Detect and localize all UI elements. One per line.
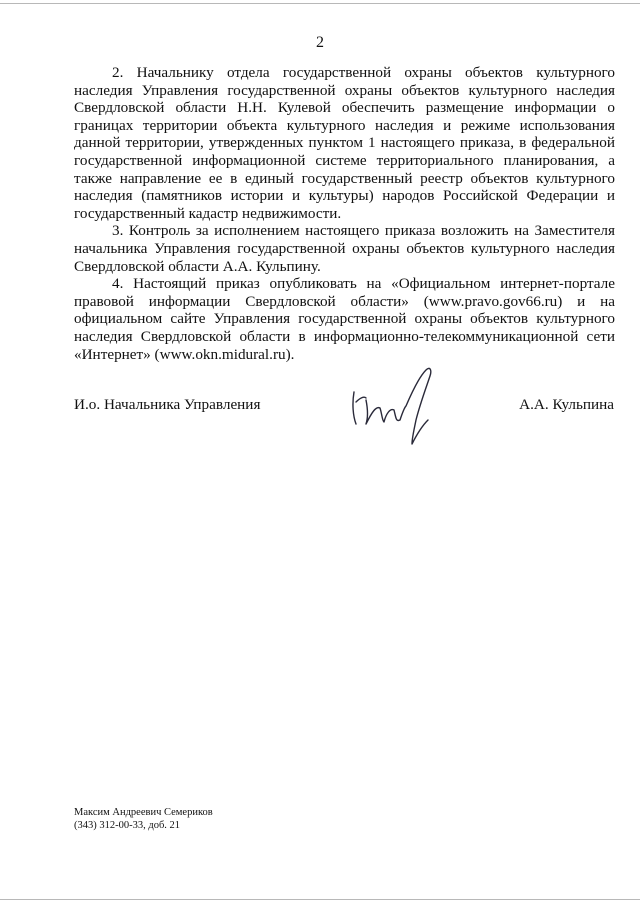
signatory-title: И.о. Начальника Управления xyxy=(74,396,261,413)
paragraph-4: 4. Настоящий приказ опубликовать на «Официальном интернет-портале правовой информации Свердловской области» (www.pravo.gov66.ru) и на официальном сайте Управления государственной охраны объектов культурного наследия Свердловской области в информационно-телекоммуникационной сети «Интернет» (www.okn.midural.ru). xyxy=(74,275,615,363)
executor-info xyxy=(74,806,213,832)
bottom-scan-edge xyxy=(0,899,640,900)
signatory-name: А.А. Кульпина xyxy=(519,396,614,413)
paragraph-3: 3. Контроль за исполнением настоящего приказа возложить на Заместителя начальника Управления государственной охраны объектов культурного наследия Свердловской области А.А. Кульпину. xyxy=(74,222,615,275)
top-scan-edge xyxy=(0,3,640,4)
paragraph-2: 2. Начальнику отдела государственной охраны объектов культурного наследия Управления государственной охраны объектов культурного наследия Свердловской области Н.Н. Кулевой обеспечить размещение информации о границах территории объекта культурного наследия и режиме использования данной территории, утвержденных пунктом 1 настоящего приказа, в федеральной государственной информационной системе территориального планирования, а также направление ее в единый государственный реестр объектов культурного наследия (памятников истории и культуры) народов Российской Федерации и государственный кадастр недвижимости. xyxy=(74,64,615,222)
document-body xyxy=(74,64,615,363)
handwritten-signature xyxy=(346,362,442,450)
executor-phone: (343) 312-00-33, доб. 21 xyxy=(74,820,181,831)
page-number: 2 xyxy=(316,34,324,51)
executor-name: Максим Андреевич Семериков xyxy=(74,807,213,818)
